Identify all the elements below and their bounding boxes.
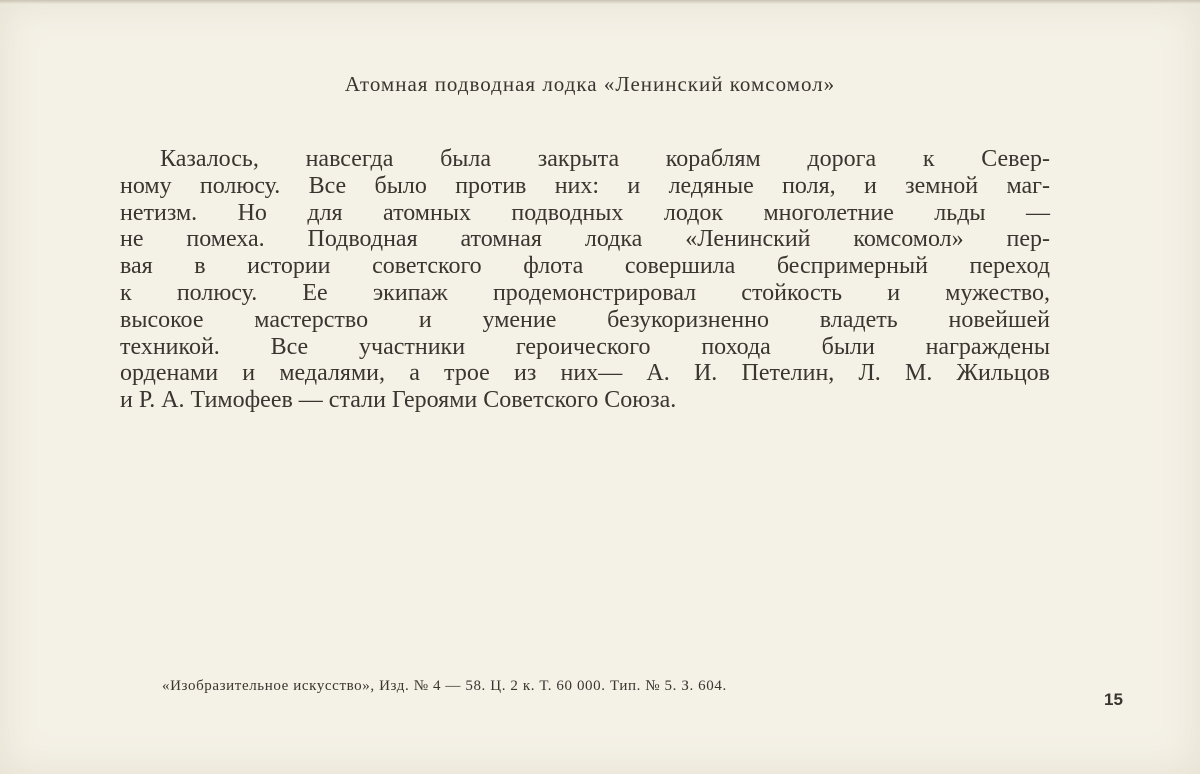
- body-line: орденами и медалями, а трое из них— А. И. Петелин, Л. М. Жильцов: [120, 360, 1050, 387]
- body-line: и Р. А. Тимофеев — стали Героями Советского Союза.: [120, 387, 677, 414]
- body-line: не помеха. Подводная атомная лодка «Ленинский комсомол» пер-: [120, 226, 1050, 253]
- body-line: нетизм. Но для атомных подводных лодок многолетние льды —: [120, 199, 1050, 226]
- publisher-imprint: «Изобразительное искусство», Изд. № 4 — 58. Ц. 2 к. Т. 60 000. Тип. № 5. З. 604.: [162, 678, 727, 694]
- body-paragraph: [120, 146, 1050, 414]
- body-line: техникой. Все участники героического похода были награждены: [120, 333, 1050, 360]
- body-line: Казалось, навсегда была закрыта кораблям дорога к Север-: [160, 146, 1050, 172]
- body-line: высокое мастерство и умение безукоризненно владеть новейшей: [120, 306, 1050, 333]
- page-number: 15: [1104, 690, 1123, 709]
- body-line: вая в истории советского флота совершила беспримерный переход: [120, 253, 1050, 280]
- body-line: ному полюсу. Все было против них: и ледяные поля, и земной маг-: [120, 172, 1050, 199]
- body-line: к полюсу. Ее экипаж продемонстрировал стойкость и мужество,: [120, 279, 1050, 306]
- card-top-edge: [0, 0, 1200, 4]
- document-title: Атомная подводная лодка «Ленинский комсомол»: [344, 72, 836, 96]
